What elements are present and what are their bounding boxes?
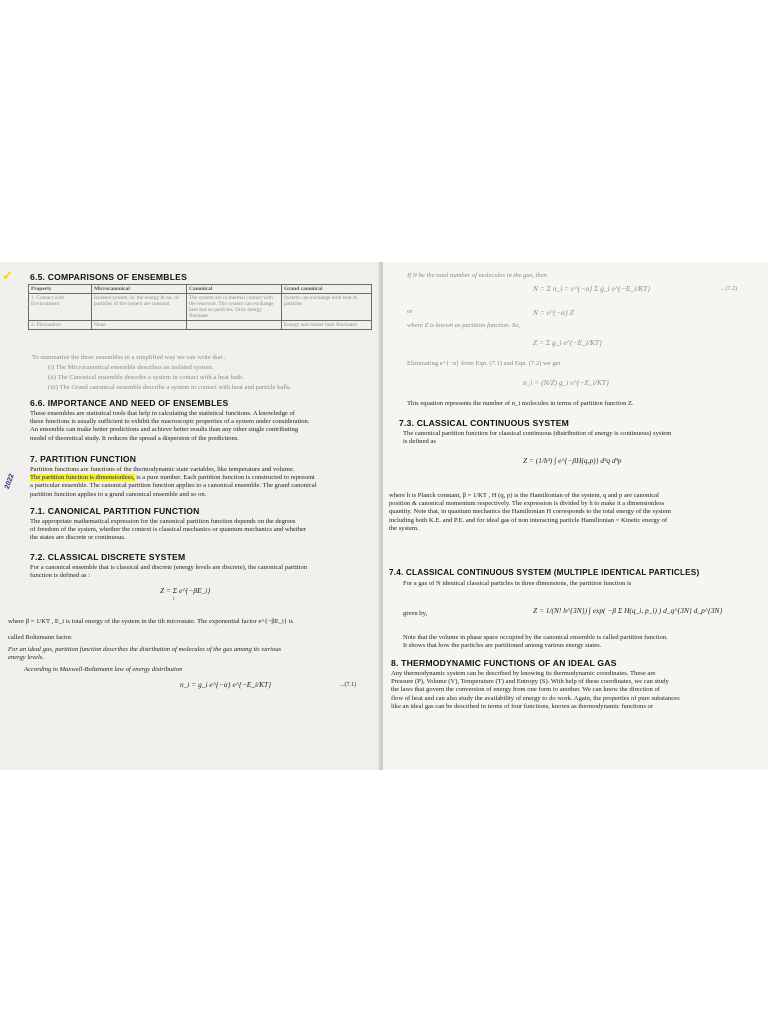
text-line: energy levels. (8, 654, 45, 662)
equation-n1: N = Σ n_i = e^{−α} Σ g_i e^{−E_i/KT} (533, 284, 651, 293)
text-line: Pressure (P), Volume (V), Temperature (T) and Entropy (S). With help of these coordinates, we can study (391, 678, 669, 686)
table-cell: System can exchange both heat & particles (282, 294, 372, 321)
importance-paragraph (30, 410, 382, 443)
text-line: position & canonical momentum respectively. The expression is divided by h to make it a dimensionless (389, 500, 665, 508)
text-line: where h is Planck constant, β = 1/KT , H (q, p) is the Hamiltonian of the system, q and p are canonical (389, 492, 659, 499)
eliminating-text: Eliminating e^{−α} from Eqn. (7.1) and Eqn. (7.2) we get (407, 360, 561, 367)
table-cell: Isolated system, ie. the energy & no. of particles of the system are constant (92, 294, 187, 321)
table-cell: 1. Contact with Environment (29, 294, 92, 321)
table-header-row (29, 285, 372, 294)
heading-discrete: 7.2. CLASSICAL DISCRETE SYSTEM (30, 552, 186, 562)
table-cell (187, 321, 282, 330)
text-line (30, 474, 382, 482)
text-line: Partition functions are functions of the thermodynamic state variables, like temperature and volume. (30, 466, 295, 473)
text-line: quantity. Note that, in quantum mechanics the Hamiltonian H corresponds to the total energy of the system (389, 508, 671, 516)
summary-intro: To summarize the three ensembles in a simplified way we can write that : (32, 354, 226, 361)
equation-zn: Z = 1/(N! h^{3N}) ∫ exp( −β Σ H(q_i, p_i) ) d_q^{3N} d_p^{3N} (533, 606, 723, 615)
equation-n2: N = e^{−α} Z (533, 308, 574, 317)
text-line: the states are discrete or continuous. (30, 534, 126, 542)
heading-thermodynamic: 8. THERMODYNAMIC FUNCTIONS OF AN IDEAL GAS (391, 658, 617, 668)
highlighted-text: The partition function is dimensionless, (30, 474, 135, 482)
mb-law-text: According to Maxwell-Boltzmann law of energy distribution (24, 666, 183, 673)
continuous-paragraph (403, 430, 758, 446)
ideal-gas-paragraph (8, 646, 382, 662)
given-by-text: given by, (403, 610, 428, 617)
table-header-cell: Microcanonical (92, 285, 187, 294)
summary-item: (i) The Microcanonical ensemble describes an isolated system. (48, 364, 214, 371)
or-text: or (407, 308, 413, 315)
text-line: is defined as (403, 438, 436, 446)
heading-comparisons: 6.5. COMPARISONS OF ENSEMBLES (30, 272, 188, 282)
summary-item: (iii) The Grand canonical ensemble describe a system in contact with heat and particle balls. (48, 384, 292, 391)
text-line: the laws that govern the conversion of energy from one form to another. We can know the direction of (391, 686, 660, 694)
summary-item: (ii) The Canonical ensemble describe a system in contact with a heat bath. (48, 374, 244, 381)
text-line: partition function applies to a grand canonical ensemble and so on. (30, 490, 207, 498)
equation-ni2: n_i = (N/Z) g_i e^{−E_i/KT} (523, 378, 609, 387)
heading-canonical: 7.1. CANONICAL PARTITION FUNCTION (30, 506, 200, 516)
text-line: Any thermodynamic system can be described by knowing its thermodynamic coordinates. These are (391, 670, 656, 677)
text-line: including both K.E. and P.E. and for ideal gas of non interacting particle Hamiltonian = Kinetic energy of (389, 516, 668, 524)
note-paragraph (403, 634, 759, 650)
margin-note: 2022 (3, 472, 16, 491)
heading-multiple-particles: 7.4. CLASSICAL CONTINUOUS SYSTEM (MULTIPLE IDENTICAL PARTICLES) (389, 568, 700, 577)
table-cell: 2. Fluctuation (29, 321, 92, 330)
planck-paragraph (389, 492, 761, 533)
represents-text: This equation represents the number of n_i molecules in terms of partition function Z. (407, 400, 634, 407)
where-z-text: where Z is known as partition function. So, (407, 322, 521, 329)
text-line: For a canonical ensemble that is classical and discrete (energy levels are discrete), the canonical partition (30, 564, 308, 571)
text-line: The canonical partition function for classical continuous (distribution of energy is continuous) system (403, 430, 672, 437)
equation-ni: n_i = g_i e^{−α} e^{−E_i/KT} (180, 680, 272, 689)
thermo-paragraph (391, 670, 761, 711)
text-line: function is defined as : (30, 572, 91, 580)
top-text: If N be the total number of molecules in the gas, then (407, 272, 547, 279)
yellow-check-mark: ✓ (2, 268, 13, 283)
text-line: These ensembles are statistical tools that help in calculating the statistical functions. A knowledge of (30, 410, 295, 417)
book-spread (0, 262, 768, 770)
text-line: a particular ensemble. The canonical partition function applies to a canonical ensemble. The grand canonical (30, 482, 317, 490)
table-cell: Energy and matter both fluctuates (282, 321, 372, 330)
table-row (29, 321, 372, 330)
text-line: For an ideal gas, partition function describes the distribution of molecules of the gas among its various (8, 646, 282, 653)
equation-number: ...(7.2) (721, 286, 737, 292)
heading-importance: 6.6. IMPORTANCE AND NEED OF ENSEMBLES (30, 398, 229, 408)
partition-paragraph (30, 466, 382, 499)
text-span: is a pure number. Each partition function is constructed to represent (136, 474, 315, 482)
table-cell: The system are in thermal contact with the reservoir. The system can exchange heat but no particles. Only energy fluctuate (187, 294, 282, 321)
multiple-text: For a gas of N identical classical particles in three dimensions, the partition function is (403, 580, 632, 587)
equation-z2: Z = Σ g_i e^{−E_i/KT} (533, 338, 602, 347)
left-page (0, 262, 383, 770)
canonical-paragraph (30, 518, 382, 543)
text-line: It shows that how the particles are partitioned among various energy states. (403, 642, 602, 650)
text-line: of freedom of the system, whether the context is classical mechanics or quantum mechanics and whether (30, 526, 307, 534)
comparison-table (28, 284, 372, 330)
equation-zc: Z = (1/h³) ∫ e^{−βH(q,p)} d³q d³p (523, 456, 622, 465)
equation-z: Z = Σ e^{−βE_i} (160, 586, 211, 595)
discrete-paragraph (30, 564, 382, 580)
table-cell: None (92, 321, 187, 330)
boltzmann-text: called Boltzmann factor. (8, 634, 73, 641)
equation-number: ...(7.1) (340, 682, 356, 688)
text-line: the system. (389, 524, 419, 532)
heading-continuous: 7.3. CLASSICAL CONTINUOUS SYSTEM (399, 418, 570, 428)
text-line: flow of heat and can also study the availability of energy to do work. Again, the properties of pure substances (391, 694, 680, 702)
table-header-cell: Grand canonical (282, 285, 372, 294)
where-beta-text: where β = 1/KT , E_i is total energy of the system in the ith microstate. The exponential factor e^{−βE_i} is (8, 618, 294, 625)
heading-partition-function: 7. PARTITION FUNCTION (30, 454, 137, 464)
table-row (29, 294, 372, 321)
text-line: An ensemble can make better predictions and achieve better results than any other single contributing (30, 426, 299, 434)
table-header-cell: Property (29, 285, 92, 294)
text-line: Note that the volume in phase space occupied by the canonical ensemble is called partition function. (403, 634, 668, 641)
text-line: these functions is usually sufficient to exhibit the macroscopic properties of a system under consideration. (30, 418, 310, 426)
text-line: The appropriate mathematical expression for the canonical partition function depends on the degrees (30, 518, 296, 525)
text-line: model of theoretical study. It reduces the spread a dispersion of the predictions. (30, 434, 240, 442)
equation-subscript: i (173, 597, 175, 602)
text-line: like an ideal gas can be described in terms of four functions, known as thermodynamic functions or (391, 702, 654, 710)
table-header-cell: Canonical (187, 285, 282, 294)
right-page (383, 262, 768, 770)
